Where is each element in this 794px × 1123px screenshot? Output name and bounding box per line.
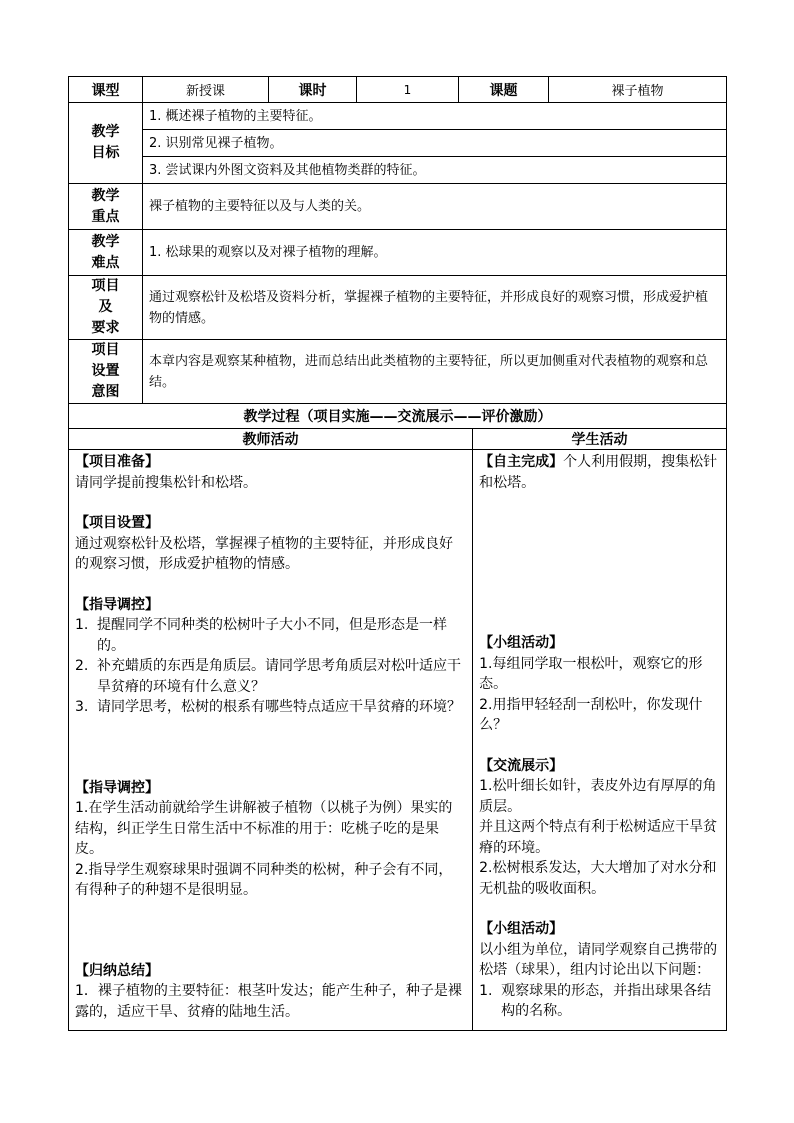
list-item: 2. 补充蜡质的东西是角质层。请同学思考角质层对松叶适应干旱贫瘠的环境有什么意义？ — [75, 658, 461, 695]
header-row — [69, 77, 727, 103]
requirements-row — [69, 276, 727, 340]
design-label: 项目 设置 意图 — [69, 340, 143, 404]
section-tag: 【归纳总结】 — [75, 962, 159, 979]
section-tag: 【指导调控】 — [75, 779, 159, 796]
paragraph: 通过观察松针及松塔，掌握裸子植物的主要特征，并形成良好的观察习惯，形成爱护植物的情感。 — [75, 535, 453, 572]
requirements-label: 项目 及 要求 — [69, 276, 143, 340]
design-text: 本章内容是观察某种植物，进而总结出此类植物的主要特征，所以更加侧重对代表植物的观察和总结。 — [143, 340, 727, 404]
student-activity-column — [473, 450, 726, 1030]
student-activity-header: 学生活动 — [473, 429, 726, 450]
paragraph: 2.用指甲轻轻刮一刮松叶，你发现什么？ — [479, 696, 703, 733]
goals-row-3 — [69, 157, 727, 184]
type-label: 课型 — [69, 77, 143, 103]
paragraph: 1.松叶细长如针，表皮外边有厚厚的角质层。 — [479, 778, 717, 815]
paragraph: 以小组为单位，请同学观察自己携带的松塔（球果），组内讨论出以下问题： — [479, 941, 718, 978]
activity-table — [69, 429, 726, 1030]
paragraph: 1.每组同学取一根松叶，观察它的形态。 — [479, 655, 703, 692]
process-title-row — [69, 404, 727, 429]
teacher-activity-column — [69, 450, 473, 1030]
lesson-plan-page — [68, 76, 726, 1031]
topic-label: 课题 — [459, 77, 549, 103]
section-tag: 【项目准备】 — [75, 454, 159, 470]
topic-value: 裸子植物 — [549, 77, 727, 103]
design-row — [69, 340, 727, 404]
list-item: 1. 提醒同学不同种类的松树叶子大小不同，但是形态是一样的。 — [75, 617, 447, 654]
paragraph: 2.松树根系发达，大大增加了对水分和无机盐的吸收面积。 — [479, 860, 717, 897]
section-tag: 【小组活动】 — [479, 921, 564, 937]
requirements-text: 通过观察松针及松塔及资料分析，掌握裸子植物的主要特征，并形成良好的观察习惯，形成爱护植物的情感。 — [143, 276, 727, 340]
process-columns-row — [69, 429, 727, 1031]
paragraph: 请同学提前搜集松针和松塔。 — [75, 474, 257, 491]
period-label: 课时 — [269, 77, 357, 103]
key-points-label: 教学 重点 — [69, 184, 143, 230]
paragraph: 并且这两个特点有利于松树适应干旱贫瘠的环境。 — [479, 819, 718, 856]
section-tag: 【小组活动】 — [479, 635, 564, 651]
goal-item: 1. 概述裸子植物的主要特征。 — [143, 103, 727, 130]
lesson-plan-table — [68, 76, 727, 1031]
goals-row-1 — [69, 103, 727, 130]
paragraph: 1．裸子植物的主要特征：根茎叶发达；能产生种子，种子是裸露的，适应干旱、贫瘠的陆地生活。 — [75, 983, 462, 1020]
goals-row-2 — [69, 130, 727, 157]
period-value: 1 — [357, 77, 459, 103]
paragraph: 2.指导学生观察球果时强调不同种类的松树，种子会有不同，有得种子的种翅不是很明显。 — [75, 861, 453, 898]
type-value: 新授课 — [143, 77, 269, 103]
list-item: 1. 观察球果的形态，并指出球果各结构的名称。 — [479, 982, 712, 1019]
goal-item: 3. 尝试课内外图文资料及其他植物类群的特征。 — [143, 157, 727, 184]
difficulties-row — [69, 230, 727, 276]
paragraph: 【自主完成】个人利用假期，搜集松针和松塔。 — [479, 454, 718, 491]
section-tag: 【项目设置】 — [75, 515, 159, 531]
list-item: 3. 请同学思考，松树的根系有哪些特点适应干旱贫瘠的环境？ — [75, 699, 461, 715]
key-points-text: 裸子植物的主要特征以及与人类的关。 — [143, 184, 727, 230]
difficulties-text: 1. 松球果的观察以及对裸子植物的理解。 — [143, 230, 727, 276]
paragraph: 1.在学生活动前就给学生讲解被子植物（以桃子为例）果实的结构，纠正学生日常生活中不标准的用于：吃桃子吃的是果皮。 — [75, 800, 453, 857]
section-tag: 【自主完成】 — [479, 454, 564, 470]
teacher-activity-header: 教师活动 — [69, 429, 473, 450]
section-tag: 【指导调控】 — [75, 596, 159, 613]
goals-label: 教学 目标 — [69, 103, 143, 184]
goal-item: 2. 识别常见裸子植物。 — [143, 130, 727, 157]
key-points-row — [69, 184, 727, 230]
section-tag: 【交流展示】 — [479, 757, 564, 774]
process-title: 教学过程（项目实施——交流展示——评价激励） — [69, 404, 727, 429]
difficulties-label: 教学 难点 — [69, 230, 143, 276]
